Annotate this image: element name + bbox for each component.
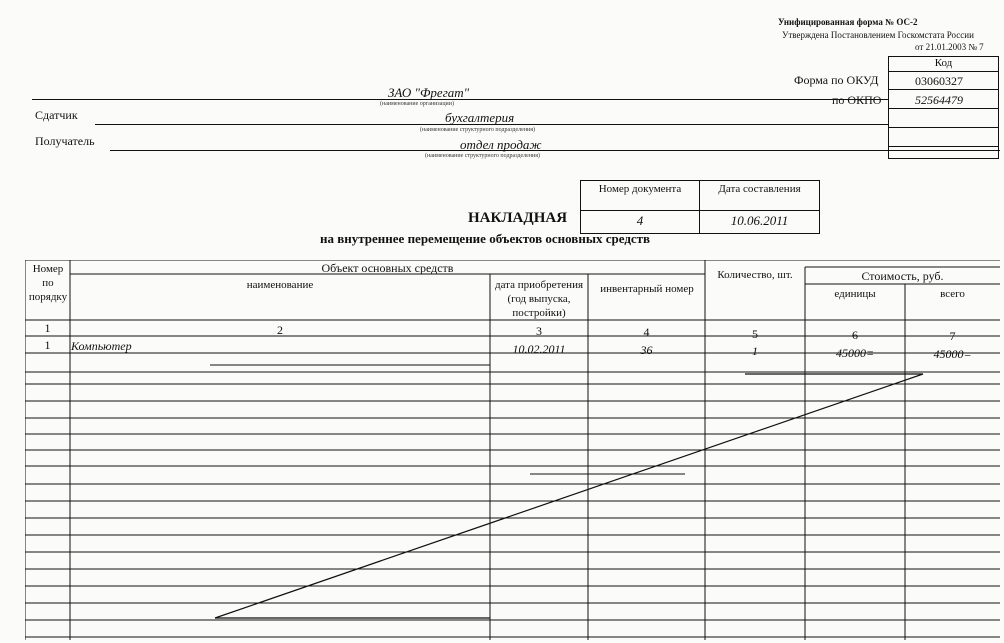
col-inventory-header: инвентарный номер <box>600 283 694 295</box>
form-approval-date: от 21.01.2003 № 7 <box>915 42 984 52</box>
okpo-label: по ОКПО <box>832 93 882 107</box>
col-number-3: 3 <box>536 324 542 338</box>
col-number-4: 4 <box>643 325 650 339</box>
col-order-header: Номер по порядку <box>28 263 68 303</box>
col-name-header: наименование <box>246 279 314 291</box>
row-inventory: 36 <box>640 343 653 357</box>
col-number-1: 1 <box>44 321 51 335</box>
object-group-header: Объект основных средств <box>321 261 454 275</box>
sender-line <box>95 124 888 125</box>
document-date-header: Дата составления <box>700 181 819 211</box>
organization-caption: (наименование организации) <box>380 101 454 107</box>
assets-table <box>25 260 1000 640</box>
codes-header: Код <box>889 57 998 72</box>
col-qty-header: Количество, шт. <box>717 269 793 281</box>
row-order: 1 <box>44 338 51 352</box>
okpo-value: 52564479 <box>889 91 998 109</box>
col-number-7: 7 <box>949 329 956 343</box>
row-name: Компьютер <box>71 339 132 353</box>
codes-empty-cell-1 <box>889 110 998 128</box>
col-number-5: 5 <box>752 327 758 341</box>
row-total-cost: 45000= <box>933 347 972 361</box>
receiver-value: отдел продаж <box>460 137 542 152</box>
col-acq-date-header: дата приобретения (год выпуска, постройки) <box>494 279 584 319</box>
row-qty: 1 <box>752 344 758 358</box>
document-number-header: Номер документа <box>581 181 699 211</box>
okud-label: Форма по ОКУД <box>794 73 879 87</box>
codes-empty-cell-2 <box>889 129 998 147</box>
form-code-title: Унифицированная форма № ОС-2 <box>778 17 918 27</box>
col-total-header: всего <box>940 288 965 300</box>
row-acq-date: 10.02.2011 <box>512 342 566 356</box>
sender-label: Сдатчик <box>35 108 78 122</box>
col-number-6: 6 <box>852 328 858 342</box>
document-subtitle: на внутреннее перемещение объектов основных средств <box>320 231 651 246</box>
document-date: 10.06.2011 <box>730 213 789 228</box>
col-unit-header: единицы <box>834 288 876 300</box>
codes-box <box>888 56 999 159</box>
row-unit-cost: 45000= <box>835 346 875 360</box>
col-number-2: 2 <box>277 323 283 337</box>
form-approval-line: Утверждена Постановлением Госкомстата России <box>782 30 974 40</box>
receiver-label: Получатель <box>35 134 95 148</box>
receiver-caption: (наименование структурного подразделения) <box>425 153 541 159</box>
okud-value: 03060327 <box>889 72 998 90</box>
sender-value: бухгалтерия <box>445 110 515 125</box>
receiver-line <box>110 150 1000 151</box>
organization-name: ЗАО "Фрегат" <box>388 85 470 100</box>
document-title: НАКЛАДНАЯ <box>468 210 568 226</box>
sender-caption: (наименование структурного подразделения) <box>420 127 536 133</box>
organization-line <box>32 99 888 100</box>
cost-group-header: Стоимость, руб. <box>861 269 944 283</box>
document-number-date-box <box>580 180 820 234</box>
document-number: 4 <box>636 213 644 228</box>
